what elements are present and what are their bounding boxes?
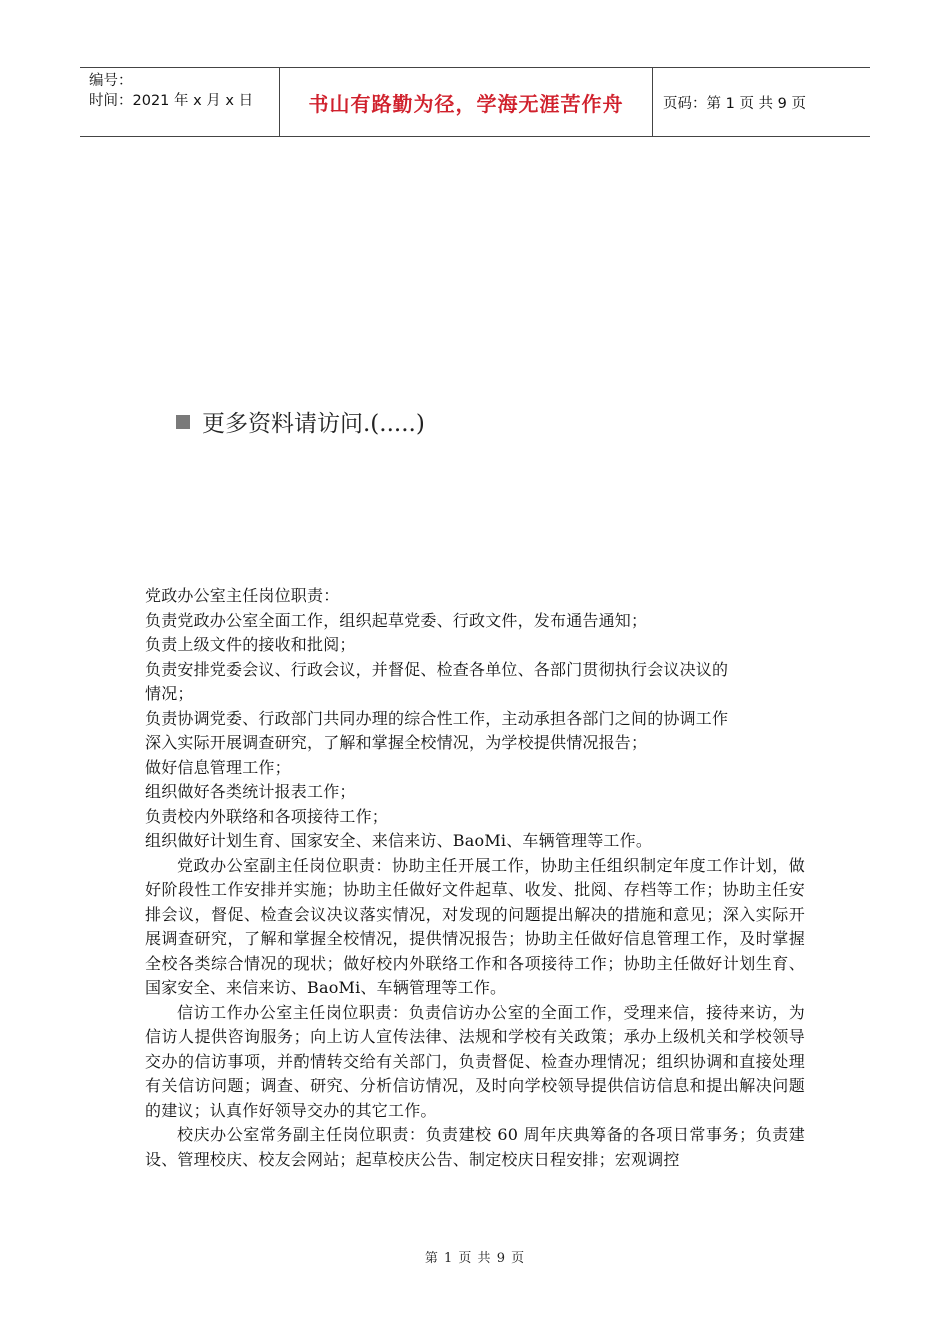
body-line: 负责校内外联络和各项接待工作； — [145, 806, 389, 826]
time-label: 时间：2021 年 x 月 x 日 — [89, 93, 254, 109]
motto-cell — [280, 68, 653, 136]
petition-office-paragraph: 信访工作办公室主任岗位职责：负责信访办公室的全面工作，受理来信，接待来访，为信访人提供咨询服务；向上访人宣传法律、法规和学校有关政策；承办上级机关和学校领导交办的信访事项，并酌情转交给有关部门，负责督促、检查办理情况；组织协调和直接处理有关信访问题；调查、研究、分析信访情况，及时向学校领导提供信访信息和提出解决问题的建议；认真作好领导交办的其它工作。 — [145, 1002, 805, 1120]
page-footer: 第 1 页 共 9 页 — [424, 1251, 526, 1266]
document-body — [145, 584, 805, 1172]
body-line: 组织做好各类统计报表工作； — [145, 782, 356, 801]
body-line: 负责党政办公室全面工作，组织起草党委、行政文件，发布通告通知； — [145, 610, 648, 630]
body-line: 组织做好计划生育、国家安全、来信来访、BaoMi、车辆管理等工作。 — [145, 831, 653, 850]
page-code-cell — [653, 68, 870, 136]
body-line: 负责协调党委、行政部门共同办理的综合性工作，主动承担各部门之间的协调工作 — [145, 708, 729, 728]
square-bullet-icon — [176, 415, 190, 429]
anniversary-office-paragraph: 校庆办公室常务副主任岗位职责：负责建校 60 周年庆典筹备的各项日常事务；负责建设、管理校庆、校友会网站；起草校庆公告、制定校庆日程安排；宏观调控 — [145, 1125, 805, 1169]
deputy-director-paragraph: 党政办公室副主任岗位职责：协助主任开展工作，协助主任组织制定年度工作计划，做好阶段性工作安排并实施；协助主任做好文件起草、收发、批阅、存档等工作；协助主任安排会议，督促、检查会议决议落实情况，对发现的问题提出解决的措施和意见；深入实际开展调查研究，了解和掌握全校情况，提供情况报告；协助主任做好信息管理工作，及时掌握全校各类综合情况的现状；做好校内外联络工作和各项接待工作；协助主任做好计划生育、国家安全、来信来访、BaoMi、车辆管理等工作。 — [145, 855, 805, 997]
body-line: 负责安排党委会议、行政会议，并督促、检查各单位、各部门贯彻执行会议决议的 — [145, 659, 729, 679]
body-line: 情况； — [145, 684, 194, 703]
header-meta-cell — [80, 68, 280, 136]
body-line: 党政办公室主任岗位职责： — [145, 586, 340, 605]
page-code: 页码：第 1 页 共 9 页 — [663, 95, 806, 112]
more-resources-text: 更多资料请访问.(.....) — [202, 411, 425, 437]
more-resources-link[interactable] — [176, 405, 425, 438]
motto-text: 书山有路勤为径，学海无涯苦作舟 — [308, 91, 624, 116]
body-line: 做好信息管理工作； — [145, 757, 291, 777]
number-label: 编号： — [89, 73, 133, 89]
body-line: 深入实际开展调查研究，了解和掌握全校情况，为学校提供情况报告； — [145, 733, 648, 752]
body-line: 负责上级文件的接收和批阅； — [145, 635, 356, 654]
document-header — [80, 67, 870, 137]
